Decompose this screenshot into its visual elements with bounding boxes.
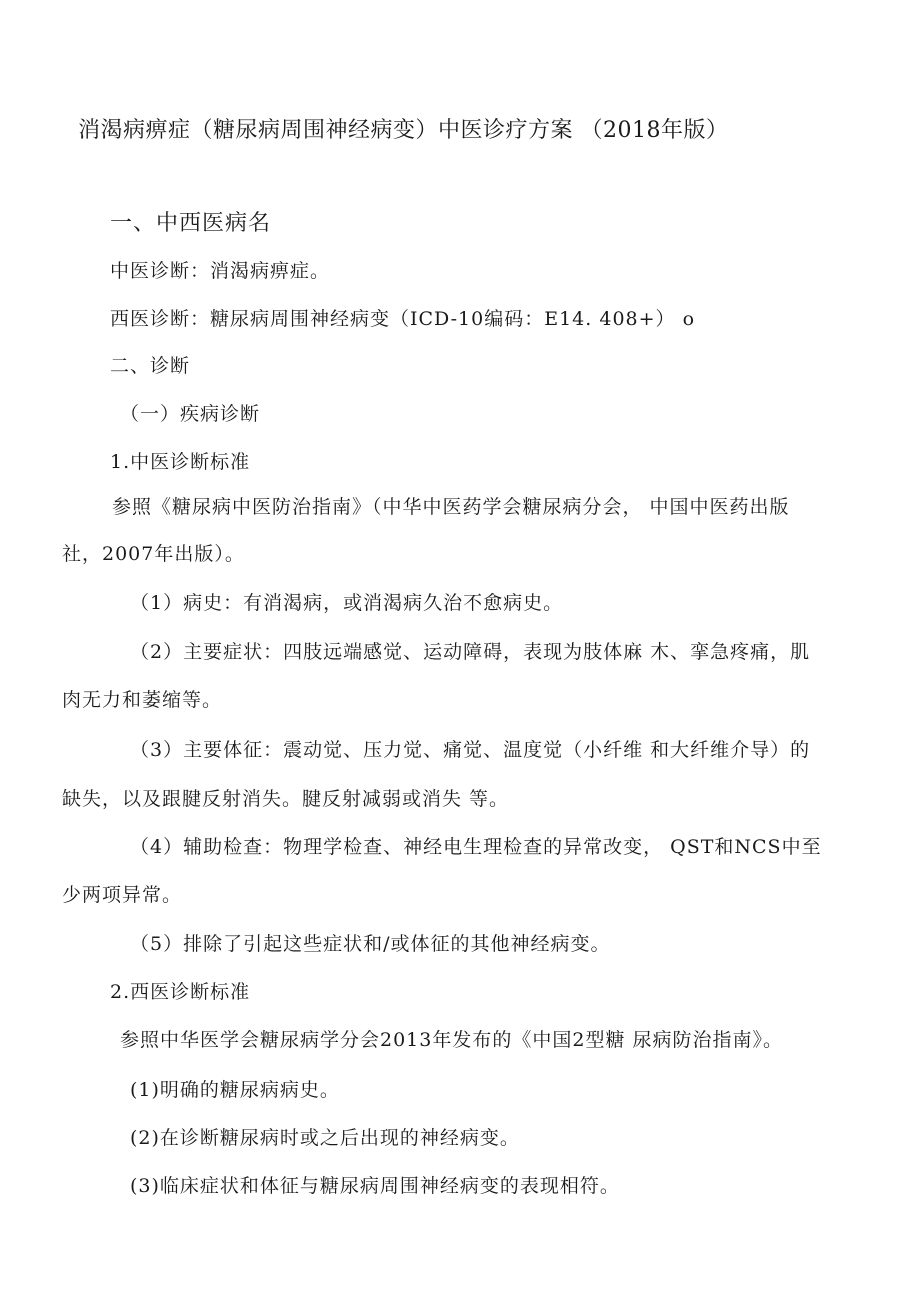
tcm-criterion-1: （1）病史：有消渴病，或消渴病久治不愈病史。 — [130, 592, 564, 614]
tcm-criterion-3-line-1: （3）主要体征：震动觉、压力觉、痛觉、温度觉（小纤维 和大纤维介导）的 — [130, 739, 811, 761]
western-diagnosis: 西医诊断：糖尿病周围神经病变（ICD-10编码：E14. 408+） o — [110, 308, 696, 330]
tcm-criterion-2-line-1: （2）主要症状：四肢远端感觉、运动障碍，表现为肢体麻 木、挛急疼痛，肌 — [130, 641, 811, 663]
tcm-criterion-4-line-1: （4）辅助检查：物理学检查、神经电生理检查的异常改变， QST和NCS中至 — [130, 836, 822, 858]
western-reference-line: 参照中华医学会糖尿病学分会2013年发布的《中国2型糖 尿病防治指南》。 — [120, 1029, 783, 1051]
tcm-criterion-5: （5）排除了引起这些症状和/或体征的其他神经病变。 — [130, 933, 611, 955]
tcm-reference-line-2: 社，2007年出版）。 — [62, 543, 245, 565]
western-criterion-2: (2)在诊断糖尿病时或之后出现的神经病变。 — [130, 1127, 520, 1149]
tcm-criterion-2-line-2: 肉无力和萎缩等。 — [62, 689, 223, 711]
subsection1-heading: （一）疾病诊断 — [120, 403, 261, 425]
section1-heading: 一、中西医病名 — [110, 211, 272, 236]
tcm-criterion-4-line-2: 少两项异常。 — [62, 884, 183, 906]
document-title: 消渴病痹症（糖尿病周围神经病变）中医诊疗方案 （2018年版） — [78, 118, 729, 143]
western-criterion-1: (1)明确的糖尿病病史。 — [130, 1079, 340, 1101]
western-criteria-heading: 2.西医诊断标准 — [110, 981, 251, 1003]
western-criterion-3: (3)临床症状和体征与糖尿病周围神经病变的表现相符。 — [130, 1175, 620, 1197]
tcm-criterion-3-line-2: 缺失，以及跟腱反射消失。腱反射减弱或消失 等。 — [62, 788, 510, 810]
section2-heading: 二、诊断 — [110, 355, 191, 377]
tcm-diagnosis: 中医诊断：消渴病痹症。 — [110, 260, 331, 282]
tcm-criteria-heading: 1.中医诊断标准 — [110, 451, 251, 473]
tcm-reference-line-1: 参照《糖尿病中医防治指南》（中华中医药学会糖尿病分会， 中国中医药出版 — [112, 496, 790, 518]
